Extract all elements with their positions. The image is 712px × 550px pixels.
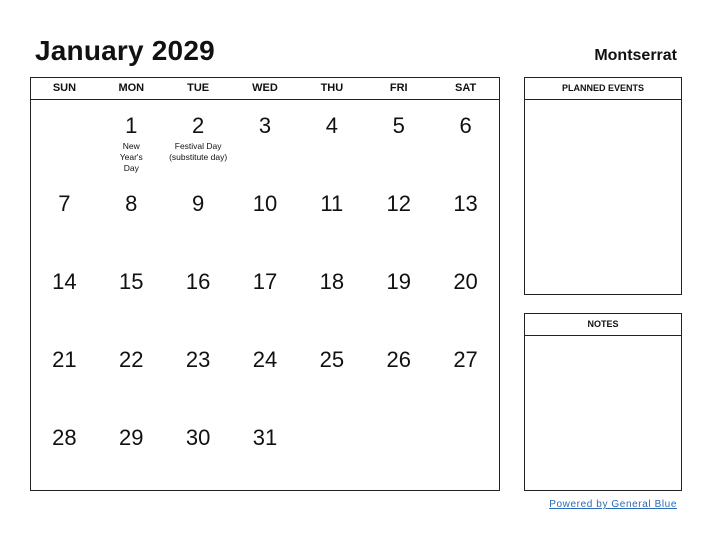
day-number: 15 (119, 269, 144, 294)
day-number: 6 (459, 113, 472, 138)
calendar-grid (30, 77, 500, 491)
day-number: 31 (252, 425, 278, 450)
day-cell (365, 334, 432, 412)
day-cell (298, 256, 365, 334)
day-cell (165, 256, 232, 334)
weekday-thu: THU (320, 82, 344, 94)
day-number: 8 (125, 191, 138, 216)
day-number: 29 (119, 425, 144, 450)
weekday-fri: FRI (389, 82, 408, 94)
weekday-header (31, 78, 499, 100)
day-cell (31, 334, 98, 412)
day-cell (232, 256, 299, 334)
day-number: 4 (325, 113, 338, 138)
day-cell (98, 256, 165, 334)
day-cell (232, 100, 299, 178)
day-number: 14 (52, 269, 77, 294)
day-cell (31, 256, 98, 334)
planned-events-panel (524, 77, 682, 295)
day-number: 13 (453, 191, 478, 216)
notes-panel (524, 313, 682, 491)
weekday-tue: TUE (187, 82, 210, 94)
day-cell (31, 412, 98, 490)
day-number: 19 (386, 269, 411, 294)
day-cell (298, 178, 365, 256)
day-number (298, 412, 365, 425)
day-number: 5 (392, 113, 405, 138)
weekday-sat: SAT (454, 82, 477, 94)
day-number (31, 100, 98, 113)
day-cell (232, 334, 299, 412)
region-name: Montserrat (594, 47, 677, 64)
day-number: 25 (319, 347, 345, 372)
day-cell (365, 256, 432, 334)
day-number: 17 (252, 269, 278, 294)
day-number: 21 (52, 347, 77, 372)
day-number: 22 (119, 347, 144, 372)
day-cell (165, 334, 232, 412)
powered-by-link[interactable]: Powered by General Blue (549, 499, 677, 510)
day-cell (31, 100, 98, 178)
day-number: 12 (386, 191, 411, 216)
day-grid (31, 100, 499, 490)
holiday-label: Festival Day (substitute day) (169, 141, 228, 162)
day-cell (165, 100, 232, 178)
weekday-wed: WED (252, 82, 278, 94)
weekday-mon: MON (118, 82, 145, 94)
day-number: 23 (185, 347, 211, 372)
day-cell (98, 412, 165, 490)
day-cell (365, 412, 432, 490)
day-cell (298, 100, 365, 178)
day-cell (365, 178, 432, 256)
day-number: 18 (319, 269, 345, 294)
day-number (432, 412, 499, 425)
day-cell (165, 178, 232, 256)
day-cell (432, 256, 499, 334)
day-cell (432, 412, 499, 490)
day-cell (298, 334, 365, 412)
day-number: 10 (252, 191, 278, 216)
weekday-sun: SUN (52, 82, 77, 94)
day-cell (432, 178, 499, 256)
day-number: 11 (320, 191, 344, 216)
day-number: 7 (58, 191, 71, 216)
day-number: 26 (386, 347, 411, 372)
day-number: 2 (192, 113, 205, 138)
notes-heading: NOTES (525, 314, 681, 336)
day-number: 20 (453, 269, 478, 294)
day-number (365, 412, 432, 425)
day-cell (365, 100, 432, 178)
planned-events-heading: PLANNED EVENTS (525, 78, 681, 100)
holiday-label: New Year's Day (119, 141, 143, 173)
day-cell (432, 100, 499, 178)
day-cell (31, 178, 98, 256)
day-number: 28 (52, 425, 77, 450)
day-number: 30 (185, 425, 211, 450)
day-number: 16 (185, 269, 211, 294)
calendar-title: January 2029 (35, 35, 215, 66)
day-number: 3 (258, 113, 272, 138)
day-cell (232, 412, 299, 490)
day-cell (98, 178, 165, 256)
day-cell (432, 334, 499, 412)
day-cell (165, 412, 232, 490)
day-cell (98, 334, 165, 412)
day-number: 24 (252, 347, 278, 372)
day-number: 27 (453, 347, 478, 372)
day-cell (298, 412, 365, 490)
day-cell (98, 100, 165, 178)
day-number: 9 (192, 191, 205, 216)
day-number: 1 (125, 113, 138, 138)
day-cell (232, 178, 299, 256)
